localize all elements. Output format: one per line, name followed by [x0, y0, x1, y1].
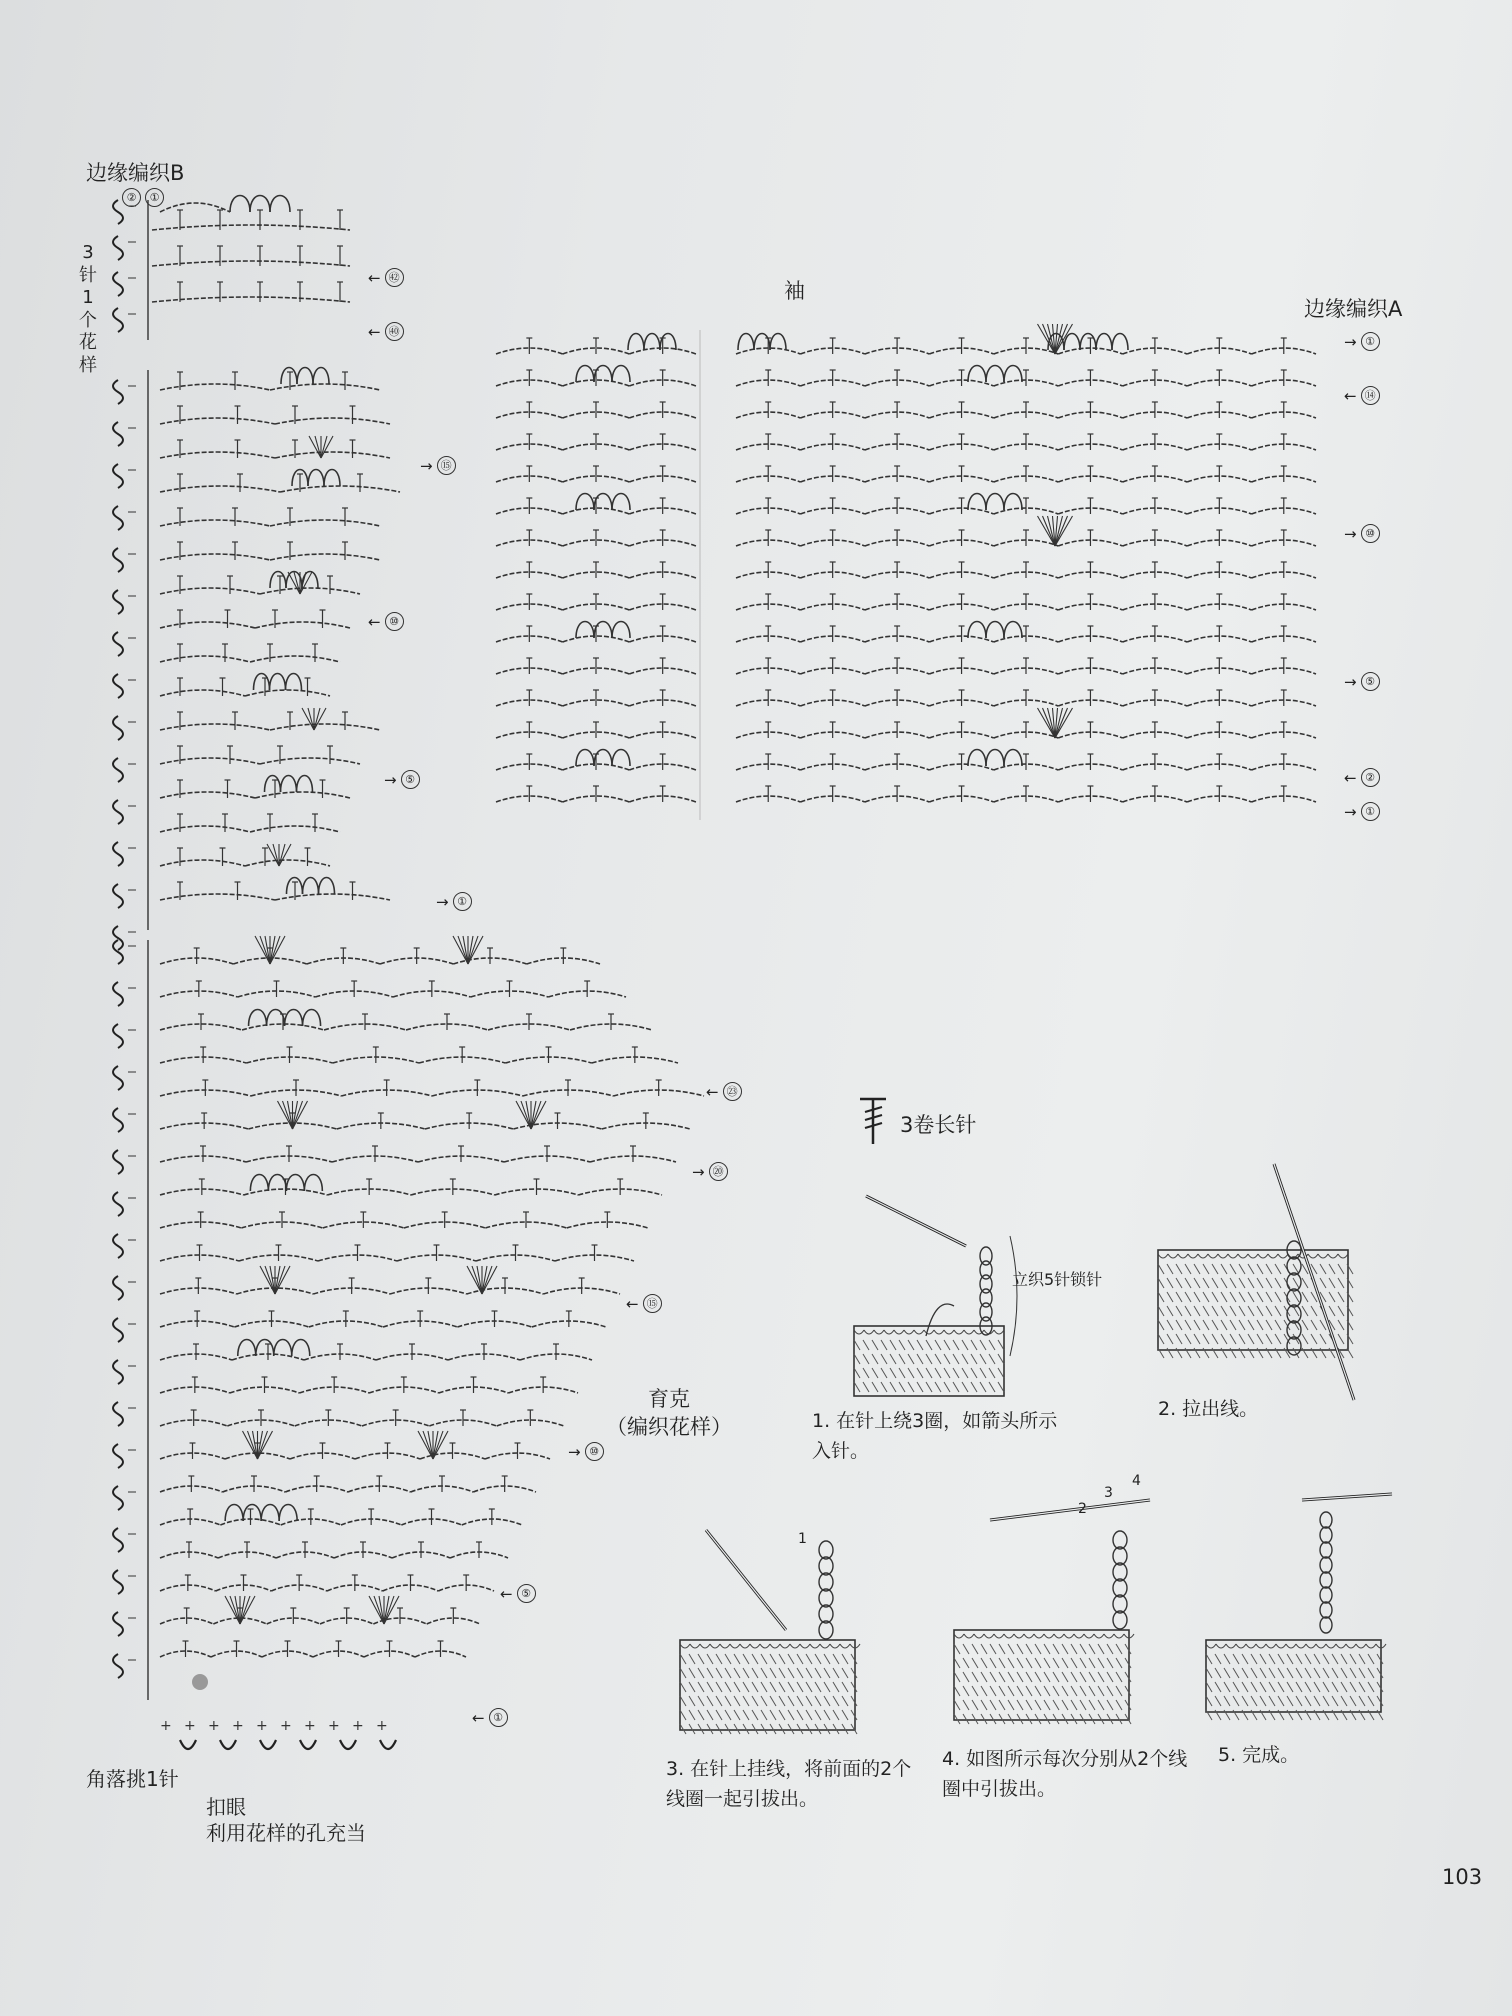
chain-note: 立织5针锁针 — [1012, 1270, 1103, 1289]
triple-treble-symbol-icon — [856, 1096, 892, 1146]
sleeve-row-mark-2: ← ② — [1344, 768, 1380, 787]
arrow-number-1: 1 — [798, 1531, 807, 1547]
arrow-number-4: 4 — [1132, 1473, 1141, 1489]
yoke-row-mark-10: → ⑩ — [568, 1442, 604, 1461]
yoke-title: 育克 — [648, 1387, 690, 1411]
yoke-subtitle: （编织花样） — [606, 1415, 732, 1439]
left-upper-symbol-chart — [100, 370, 460, 940]
yoke-symbol-chart — [100, 940, 720, 1780]
svg-text:+: + — [208, 1718, 220, 1734]
svg-text:+: + — [232, 1718, 244, 1734]
step-2-caption: 2. 拉出线。 — [1158, 1398, 1259, 1420]
stitch-step-2-illustration — [1154, 1160, 1384, 1420]
sleeve-row-mark-5: → ⑤ — [1344, 672, 1380, 691]
arrow-number-3: 3 — [1104, 1485, 1113, 1501]
stitch-step-1-illustration — [846, 1186, 1122, 1406]
svg-text:+: + — [280, 1718, 292, 1734]
page-number: 103 — [1442, 1865, 1483, 1889]
upper-row-mark-15: → ⑮ — [420, 456, 456, 475]
yoke-row-mark-1: ← ① — [472, 1708, 508, 1727]
edge-b-title: 边缘编织B — [86, 161, 185, 185]
sleeve-row-mark-1: → ① — [1344, 802, 1380, 821]
upper-row-mark-1: → ① — [436, 892, 472, 911]
corner-label: 角落挑1针 — [86, 1767, 179, 1791]
sleeve-row-mark-10: → ⑩ — [1344, 524, 1380, 543]
stitch-step-5-illustration — [1202, 1480, 1412, 1730]
svg-text:+: + — [352, 1718, 364, 1734]
step-3-caption: 3. 在针上挂线，将前面的2个线圈一起引拔出。 — [666, 1758, 912, 1811]
svg-text:+: + — [160, 1718, 172, 1734]
stitch-step-4-illustration — [950, 1480, 1190, 1740]
edge-b-row-mark-40: ← ㊵ — [368, 322, 404, 341]
edge-b-row-mark-42: ← ㊷ — [368, 268, 404, 287]
yoke-row-mark-23: ← ㉓ — [706, 1082, 742, 1101]
upper-row-mark-10: ← ⑩ — [368, 612, 404, 631]
step-1-caption: 1. 在针上绕3圈，如箭头所示入针。 — [812, 1410, 1058, 1463]
svg-text:+: + — [184, 1718, 196, 1734]
yoke-row-mark-20: → ⑳ — [692, 1162, 728, 1181]
edge-b-mark-2: ② — [122, 188, 141, 207]
svg-text:+: + — [304, 1718, 316, 1734]
sleeve-title: 袖 — [784, 279, 805, 303]
sleeve-edge-label: 边缘编织A — [1304, 297, 1403, 321]
yoke-row-mark-15: ← ⑮ — [626, 1294, 662, 1313]
edge-b-symbol-chart — [90, 190, 390, 350]
edge-b-side-label: 3针1个花样 — [79, 242, 97, 376]
sleeve-row-mark-14: ← ⑭ — [1344, 386, 1380, 405]
arrow-number-2: 2 — [1078, 1501, 1087, 1517]
step-4-caption: 4. 如图所示每次分别从2个线圈中引拔出。 — [942, 1748, 1188, 1801]
upper-row-mark-5: → ⑤ — [384, 770, 420, 789]
svg-text:+: + — [328, 1718, 340, 1734]
stitch-step-3-illustration — [676, 1510, 906, 1740]
edge-b-mark-1: ① — [145, 188, 164, 207]
yoke-row-mark-5: ← ⑤ — [500, 1584, 536, 1603]
buttonhole-label: 扣眼 — [206, 1795, 246, 1819]
step-5-caption: 5. 完成。 — [1218, 1744, 1300, 1766]
sleeve-symbol-chart — [488, 330, 1338, 850]
stitch-title: 3卷长针 — [900, 1113, 977, 1137]
svg-text:+: + — [376, 1718, 388, 1734]
sleeve-row-mark-edge-1: → ① — [1344, 332, 1380, 351]
svg-text:+: + — [256, 1718, 268, 1734]
buttonhole-note: 利用花样的孔充当 — [206, 1821, 366, 1845]
